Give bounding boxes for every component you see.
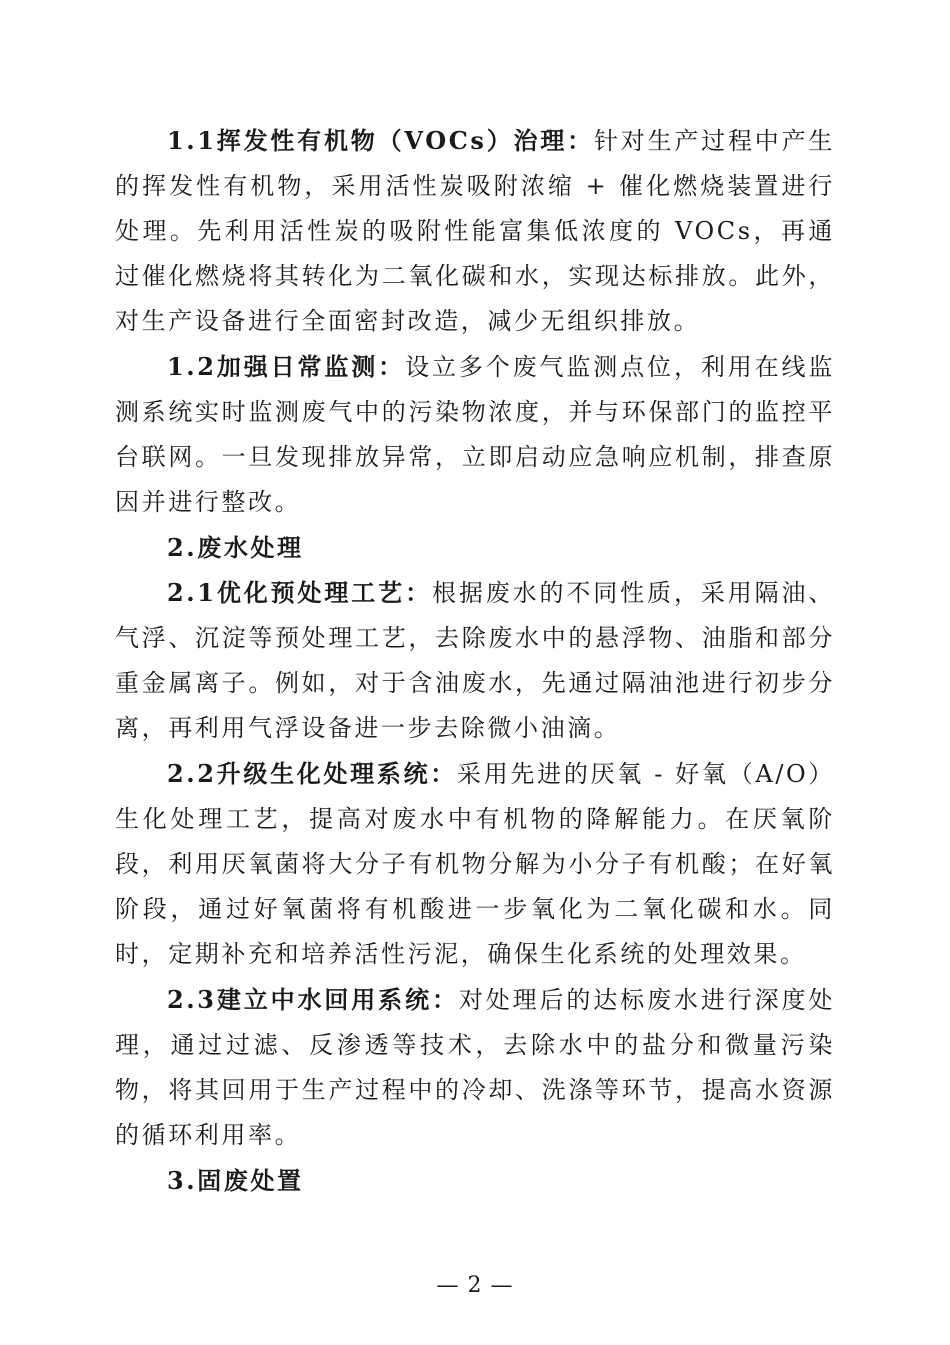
document-page <box>115 118 835 1203</box>
paragraph-reuse <box>115 977 835 1158</box>
paragraph-body: 根据废水的不同性质，采用隔油、气浮、沉淀等预处理工艺，去除废水中的悬浮物、油脂和部分重金属离子。例如，对于含油废水，先通过隔油池进行初步分离，再利用气浮设备进一步去除微小油滴。 <box>115 579 835 742</box>
paragraph-pretreatment <box>115 570 835 751</box>
paragraph-lead: 2.3建立中水回用系统： <box>167 985 459 1014</box>
paragraph-body: 针对生产过程中产生的挥发性有机物，采用活性炭吸附浓缩 + 催化燃烧装置进行处理。先利用活性炭的吸附性能富集低浓度的 VOCs，再通过催化燃烧将其转化为二氧化碳和水，实现达标排放。此外，对生产设备进行全面密封改造，减少无组织排放。 <box>115 127 835 335</box>
page-number: — 2 — <box>436 1273 514 1298</box>
paragraph-vocs <box>115 118 835 344</box>
paragraph-body: 设立多个废气监测点位，利用在线监测系统实时监测废气中的污染物浓度，并与环保部门的监控平台联网。一旦发现排放异常，立即启动应急响应机制，排查原因并进行整改。 <box>115 353 835 516</box>
paragraph-lead: 1.1挥发性有机物（VOCs）治理： <box>167 126 594 155</box>
paragraph-biochemical <box>115 751 835 977</box>
paragraph-lead: 2.2升级生化处理系统： <box>167 759 457 788</box>
paragraph-body: 对处理后的达标废水进行深度处理，通过过滤、反渗透等技术，去除水中的盐分和微量污染物，将其回用于生产过程中的冷却、洗涤等环节，提高水资源的循环利用率。 <box>115 986 835 1149</box>
section-heading-wastewater: 2.废水处理 <box>167 533 304 562</box>
paragraph-body: 采用先进的厌氧 - 好氧（A/O）生化处理工艺，提高对废水中有机物的降解能力。在厌氧阶段，利用厌氧菌将大分子有机物分解为小分子有机酸；在好氧阶段，通过好氧菌将有机酸进一步氧化为二氧化碳和水。同时，定期补充和培养活性污泥，确保生化系统的处理效果。 <box>115 760 836 968</box>
section-heading-solid-waste: 3.固废处置 <box>167 1166 304 1195</box>
paragraph-lead: 1.2加强日常监测： <box>167 352 406 381</box>
paragraph-lead: 2.1优化预处理工艺： <box>167 578 432 607</box>
paragraph-monitoring <box>115 344 835 525</box>
